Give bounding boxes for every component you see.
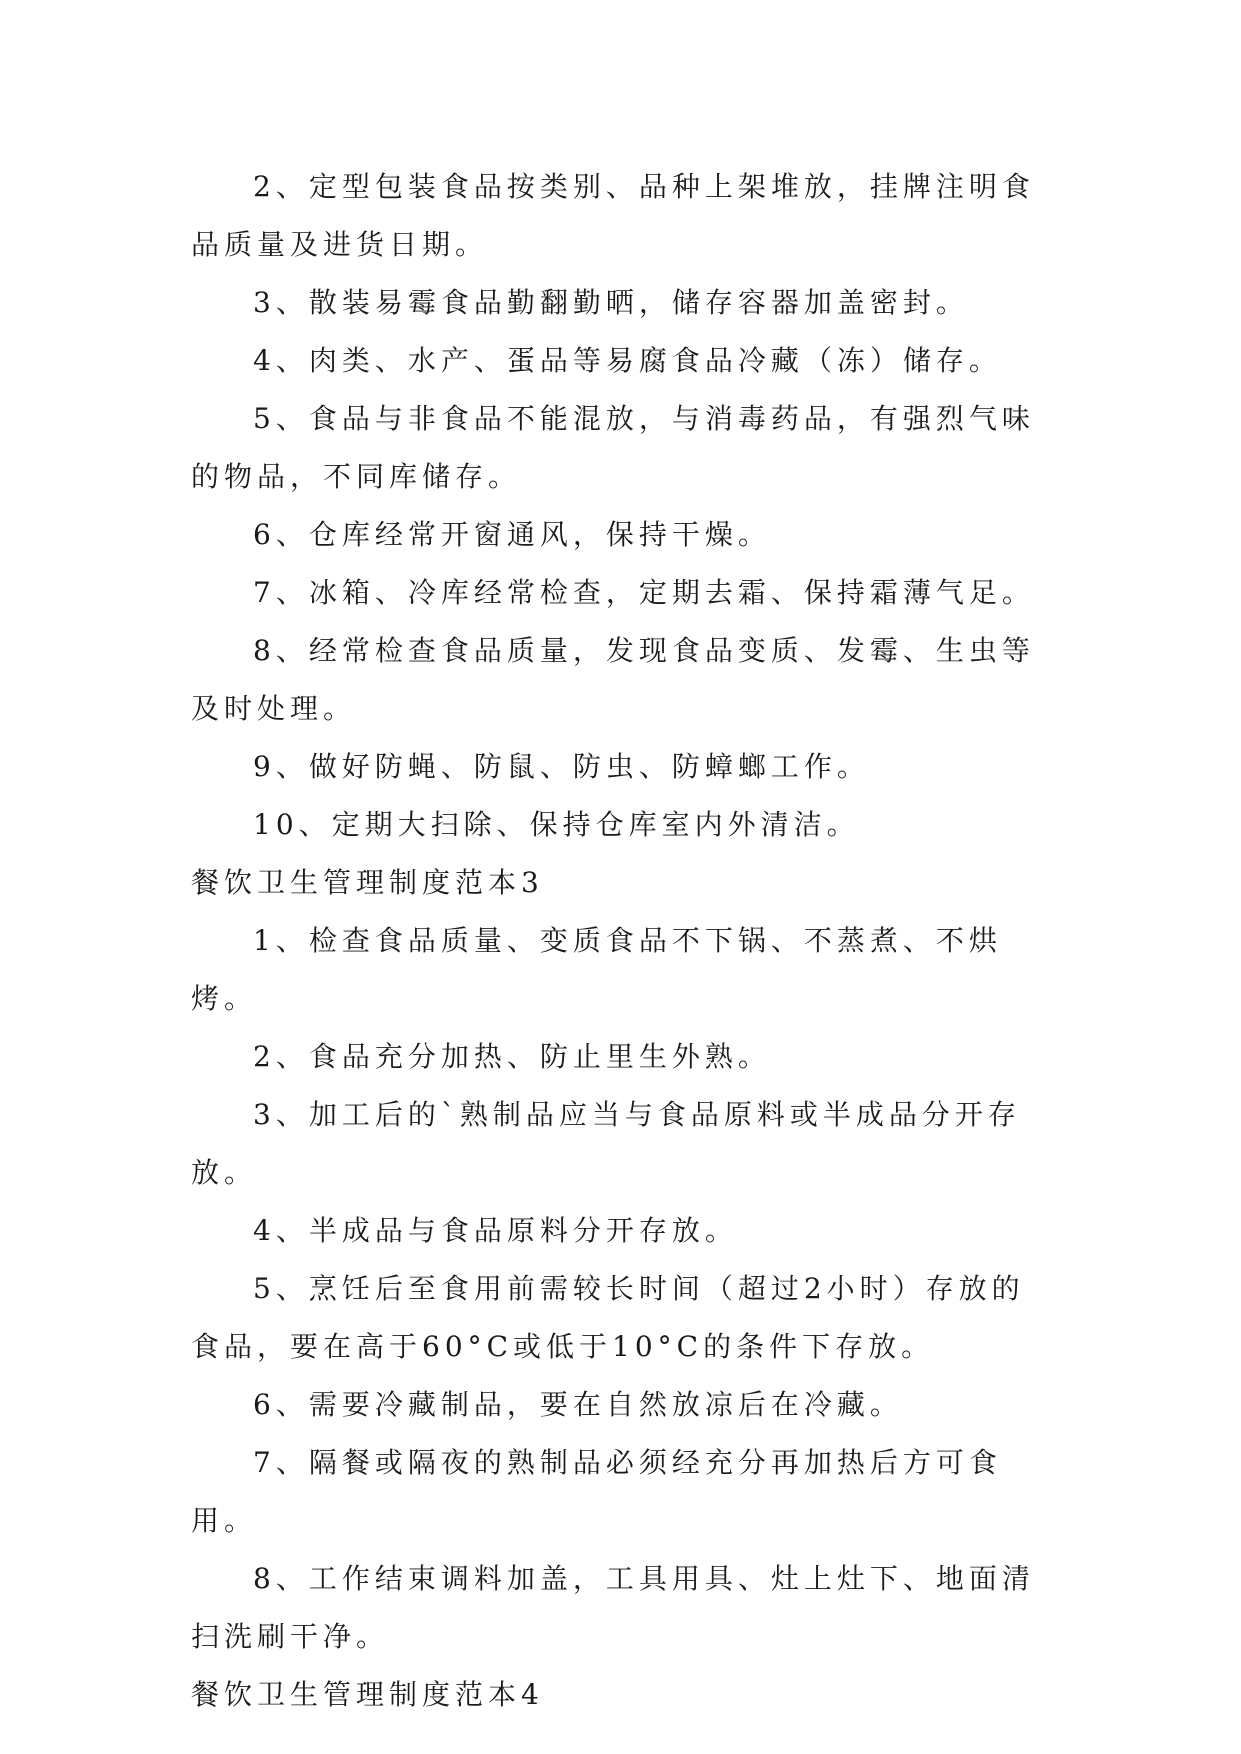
document-body <box>191 158 1051 1724</box>
paragraph-item-9: 9、做好防蝇、防鼠、防虫、防蟑螂工作。 <box>253 750 870 783</box>
paragraph-item-4: 4、肉类、水产、蛋品等易腐食品冷藏（冻）储存。 <box>253 344 1002 377</box>
paragraph-item-7: 7、隔餐或隔夜的熟制品必须经充分再加热后方可食用。 <box>191 1446 1002 1537</box>
section-heading-4: 餐饮卫生管理制度范本4 <box>191 1678 544 1711</box>
paragraph-item-5: 5、烹饪后至食用前需较长时间（超过2小时）存放的食品，要在高于60°C或低于10°C的条件下存放。 <box>191 1272 1025 1363</box>
paragraph-item-5: 5、食品与非食品不能混放，与消毒药品，有强烈气味的物品，不同库储存。 <box>191 402 1035 493</box>
paragraph-item-2: 2、食品充分加热、防止里生外熟。 <box>253 1040 771 1073</box>
paragraph-item-8: 8、工作结束调料加盖，工具用具、灶上灶下、地面清扫洗刷干净。 <box>191 1562 1035 1653</box>
paragraph-item-10: 10、定期大扫除、保持仓库室内外清洁。 <box>253 808 860 841</box>
paragraph-item-6: 6、需要冷藏制品，要在自然放凉后在冷藏。 <box>253 1388 903 1421</box>
paragraph-item-7: 7、冰箱、冷库经常检查，定期去霜、保持霜薄气足。 <box>253 576 1035 609</box>
paragraph-item-2: 2、定型包装食品按类别、品种上架堆放，挂牌注明食品质量及进货日期。 <box>191 170 1035 261</box>
paragraph-item-1: 1、检查食品质量、变质食品不下锅、不蒸煮、不烘烤。 <box>191 924 1002 1015</box>
paragraph-item-4: 4、半成品与食品原料分开存放。 <box>253 1214 738 1247</box>
paragraph-item-6: 6、仓库经常开窗通风，保持干燥。 <box>253 518 771 551</box>
section-heading-3: 餐饮卫生管理制度范本3 <box>191 866 544 899</box>
paragraph-item-3: 3、加工后的`熟制品应当与食品原料或半成品分开存放。 <box>191 1098 1021 1189</box>
paragraph-item-3: 3、散装易霉食品勤翻勤晒，储存容器加盖密封。 <box>253 286 969 319</box>
paragraph-item-8: 8、经常检查食品质量，发现食品变质、发霉、生虫等及时处理。 <box>191 634 1035 725</box>
